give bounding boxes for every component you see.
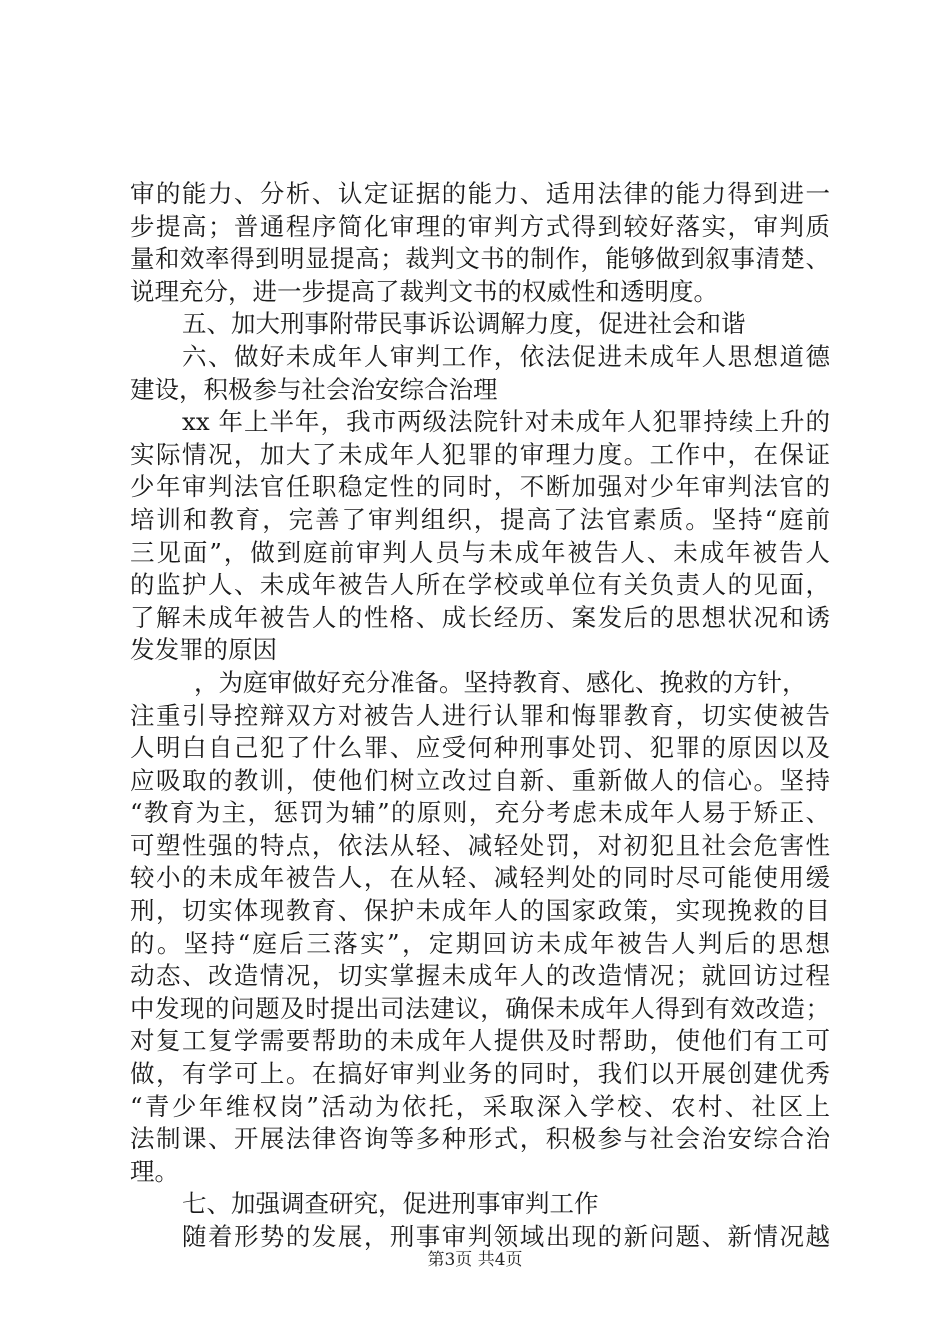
text-line: xx 年上半年，我市两级法院针对未成年人犯罪持续上升的 — [182, 407, 830, 437]
text-line: ，为庭审做好充分准备。坚持教育、感化、挽救的方针， — [194, 667, 807, 697]
text-line: 较小的未成年被告人，在从轻、减轻判处的同时尽可能使用缓 — [130, 863, 830, 893]
text-line: 发发罪的原因 — [130, 635, 277, 665]
text-line: “教育为主，惩罚为辅”的原则，充分考虑未成年人易于矫正、 — [130, 798, 830, 828]
text-line: 动态、改造情况，切实掌握未成年人的改造情况；就回访过程 — [130, 961, 830, 991]
text-line: 中发现的问题及时提出司法建议，确保未成年人得到有效改造； — [130, 993, 830, 1023]
text-line: 建设，积极参与社会治安综合治理 — [130, 374, 498, 404]
text-line: 法制课、开展法律咨询等多种形式，积极参与社会治安综合治 — [130, 1124, 830, 1154]
text-line: 理。 — [130, 1156, 179, 1186]
text-line: 的监护人、未成年被告人所在学校或单位有关负责人的见面， — [130, 570, 830, 600]
text-line: 的。坚持“庭后三落实”，定期回访未成年被告人判后的思想 — [130, 928, 830, 958]
text-line: 应吸取的教训，使他们树立改过自新、重新做人的信心。坚持 — [130, 765, 830, 795]
text-line: 量和效率得到明显提高；裁判文书的制作，能够做到叙事清楚、 — [130, 244, 830, 274]
text-line: 可塑性强的特点，依法从轻、减轻处罚，对初犯且社会危害性 — [130, 830, 830, 860]
text-line: 少年审判法官任职稳定性的同时，不断加强对少年审判法官的 — [130, 472, 830, 502]
text-line: 三见面”，做到庭前审判人员与未成年被告人、未成年被告人 — [130, 537, 830, 567]
section-heading: 七、加强调查研究，促进刑事审判工作 — [182, 1189, 599, 1219]
text-line: “青少年维权岗”活动为依托，采取深入学校、农村、社区上 — [130, 1091, 830, 1121]
text-line: 随着形势的发展，刑事审判领域出现的新问题、新情况越 — [182, 1222, 830, 1251]
text-line: 刑，切实体现教育、保护未成年人的国家政策，实现挽救的目 — [130, 896, 830, 926]
text-line: 注重引导控辩双方对被告人进行认罪和悔罪教育，切实使被告 — [130, 700, 830, 730]
text-line: 实际情况，加大了未成年人犯罪的审理力度。工作中，在保证 — [130, 439, 830, 469]
text-line: 审的能力、分析、认定证据的能力、适用法律的能力得到进一 — [130, 179, 830, 208]
text-line: 步提高；普通程序简化审理的审判方式得到较好落实，审判质 — [130, 211, 830, 241]
page-footer: 第3页 共4页 — [427, 1250, 523, 1270]
text-line: 了解未成年被告人的性格、成长经历、案发后的思想状况和诱 — [130, 602, 830, 632]
text-line: 对复工复学需要帮助的未成年人提供及时帮助，使他们有工可 — [130, 1026, 830, 1056]
text-line: 做，有学可上。在搞好审判业务的同时，我们以开展创建优秀 — [130, 1059, 830, 1089]
document-body — [130, 178, 830, 1254]
text-line: 说理充分，进一步提高了裁判文书的权威性和透明度。 — [130, 276, 718, 306]
section-heading: 五、加大刑事附带民事诉讼调解力度，促进社会和谐 — [182, 309, 746, 339]
text-line: 六、做好未成年人审判工作，依法促进未成年人思想道德 — [182, 341, 830, 371]
text-line: 培训和教育，完善了审判组织，提高了法官素质。坚持“庭前 — [130, 504, 830, 534]
text-line: 人明白自己犯了什么罪、应受何种刑事处罚、犯罪的原因以及 — [130, 733, 830, 763]
